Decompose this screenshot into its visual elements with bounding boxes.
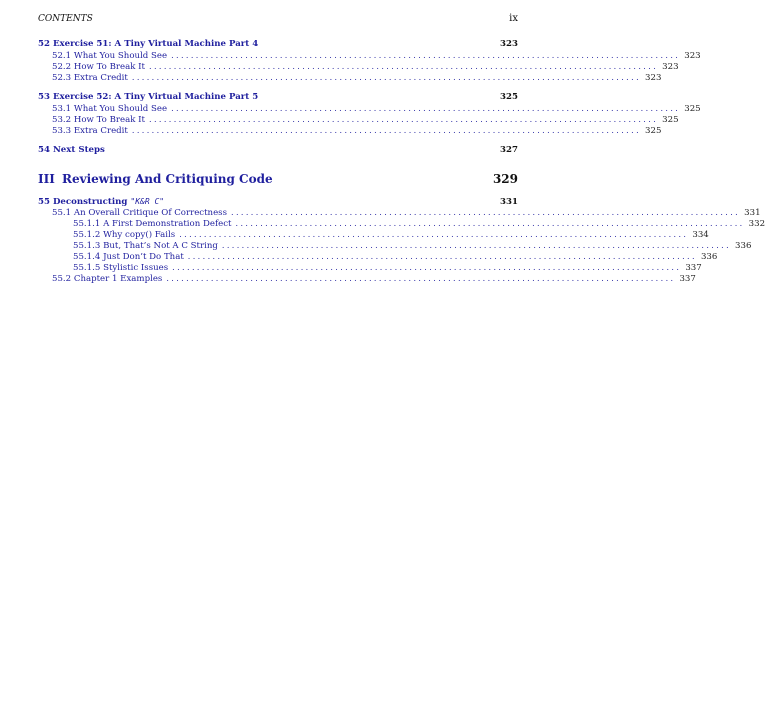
toc-entry-page: 331	[500, 197, 518, 207]
toc-entry-page: 323	[645, 73, 662, 83]
leader-dots: .......................................................................................................	[131, 126, 642, 135]
toc-entry-page: 336	[735, 241, 752, 251]
leader-dots: .......................................................................................................	[221, 241, 732, 250]
toc-entry-label[interactable]: 52.3 Extra Credit	[52, 73, 128, 83]
toc-entry-label[interactable]: 54 Next Steps	[38, 145, 105, 155]
leader-dots: .......................................................................................................	[235, 219, 745, 228]
toc-section-52-3[interactable]	[52, 72, 662, 84]
toc-entry-page: 325	[500, 92, 518, 102]
toc-entry-page: 337	[679, 274, 696, 284]
toc-entry-label[interactable]: 53.3 Extra Credit	[52, 126, 128, 136]
toc-section-53-3[interactable]	[52, 125, 662, 137]
toc-entry-page: 334	[692, 230, 709, 240]
part-number[interactable]: III	[38, 172, 55, 186]
toc-entry-label[interactable]: 55.1.4 Just Don’t Do That	[73, 252, 184, 262]
toc-entry-page: 323	[662, 62, 679, 72]
toc-entry-label[interactable]: 53.1 What You Should See	[52, 104, 168, 114]
toc-entry-page: 325	[684, 104, 701, 114]
leader-dots: .......................................................................................................	[149, 62, 659, 71]
toc-entry-page: 331	[744, 208, 761, 218]
leader-dots: .......................................................................................................	[131, 73, 642, 82]
leader-dots: .......................................................................................................	[149, 115, 659, 124]
toc-entry-label[interactable]: 55.1.3 But, That’s Not A C String	[73, 241, 218, 251]
leader-dots: .......................................................................................................	[179, 230, 689, 239]
toc-part-3[interactable]	[38, 172, 518, 186]
leader-dots: .......................................................................................................	[172, 263, 682, 272]
leader-dots: .......................................................................................................	[171, 104, 681, 113]
page-number: ix	[509, 13, 518, 24]
toc-entry-label[interactable]: 55.1.1 A First Demonstration Defect	[73, 219, 232, 229]
chapter-label-code: "K&R C"	[130, 197, 165, 206]
toc-entry-page: 329	[492, 172, 518, 186]
toc-entry-label[interactable]: 55.1.2 Why copy() Fails	[73, 230, 176, 240]
leader-dots: .......................................................................................................	[171, 51, 681, 60]
toc-chapter-53[interactable]	[38, 92, 518, 103]
toc-entry-page: 337	[685, 263, 702, 273]
toc-entry-label[interactable]: 55.2 Chapter 1 Examples	[52, 274, 163, 284]
toc-entry-label[interactable]: 52 Exercise 51: A Tiny Virtual Machine Part 4	[38, 39, 259, 49]
leader-dots: .......................................................................................................	[231, 208, 741, 217]
toc-entry-page: 325	[645, 126, 662, 136]
toc-entry-label[interactable]: 55.1 An Overall Critique Of Correctness	[52, 208, 227, 218]
toc-chapter-52[interactable]	[38, 39, 518, 50]
toc-entry-page: 336	[700, 252, 718, 262]
running-title: CONTENTS	[38, 14, 93, 24]
leader-dots: .......................................................................................................	[187, 252, 697, 261]
toc-entry-label[interactable]: 53.2 How To Break It	[52, 115, 146, 125]
leader-dots: .......................................................................................................	[166, 274, 676, 283]
page-header	[38, 13, 518, 24]
toc-entry-page: 332	[748, 219, 765, 229]
toc-entry-label[interactable]: 52.1 What You Should See	[52, 51, 168, 61]
toc-chapter-54[interactable]	[38, 145, 518, 156]
chapter-label-text: 55 Deconstructing	[38, 197, 131, 207]
toc-entry-page: 323	[500, 39, 518, 49]
toc-entry-page: 323	[684, 51, 701, 61]
toc-section-55-2[interactable]	[52, 273, 696, 285]
part-title[interactable]: Reviewing And Critiquing Code	[62, 172, 273, 186]
toc-entry-label[interactable]: 55.1.5 Stylistic Issues	[73, 263, 169, 273]
toc-entry-label[interactable]: 52.2 How To Break It	[52, 62, 146, 72]
toc-entry-page: 325	[662, 115, 679, 125]
toc-entry-label[interactable]: 53 Exercise 52: A Tiny Virtual Machine Part 5	[38, 92, 259, 102]
toc-entry-page: 327	[500, 145, 518, 155]
